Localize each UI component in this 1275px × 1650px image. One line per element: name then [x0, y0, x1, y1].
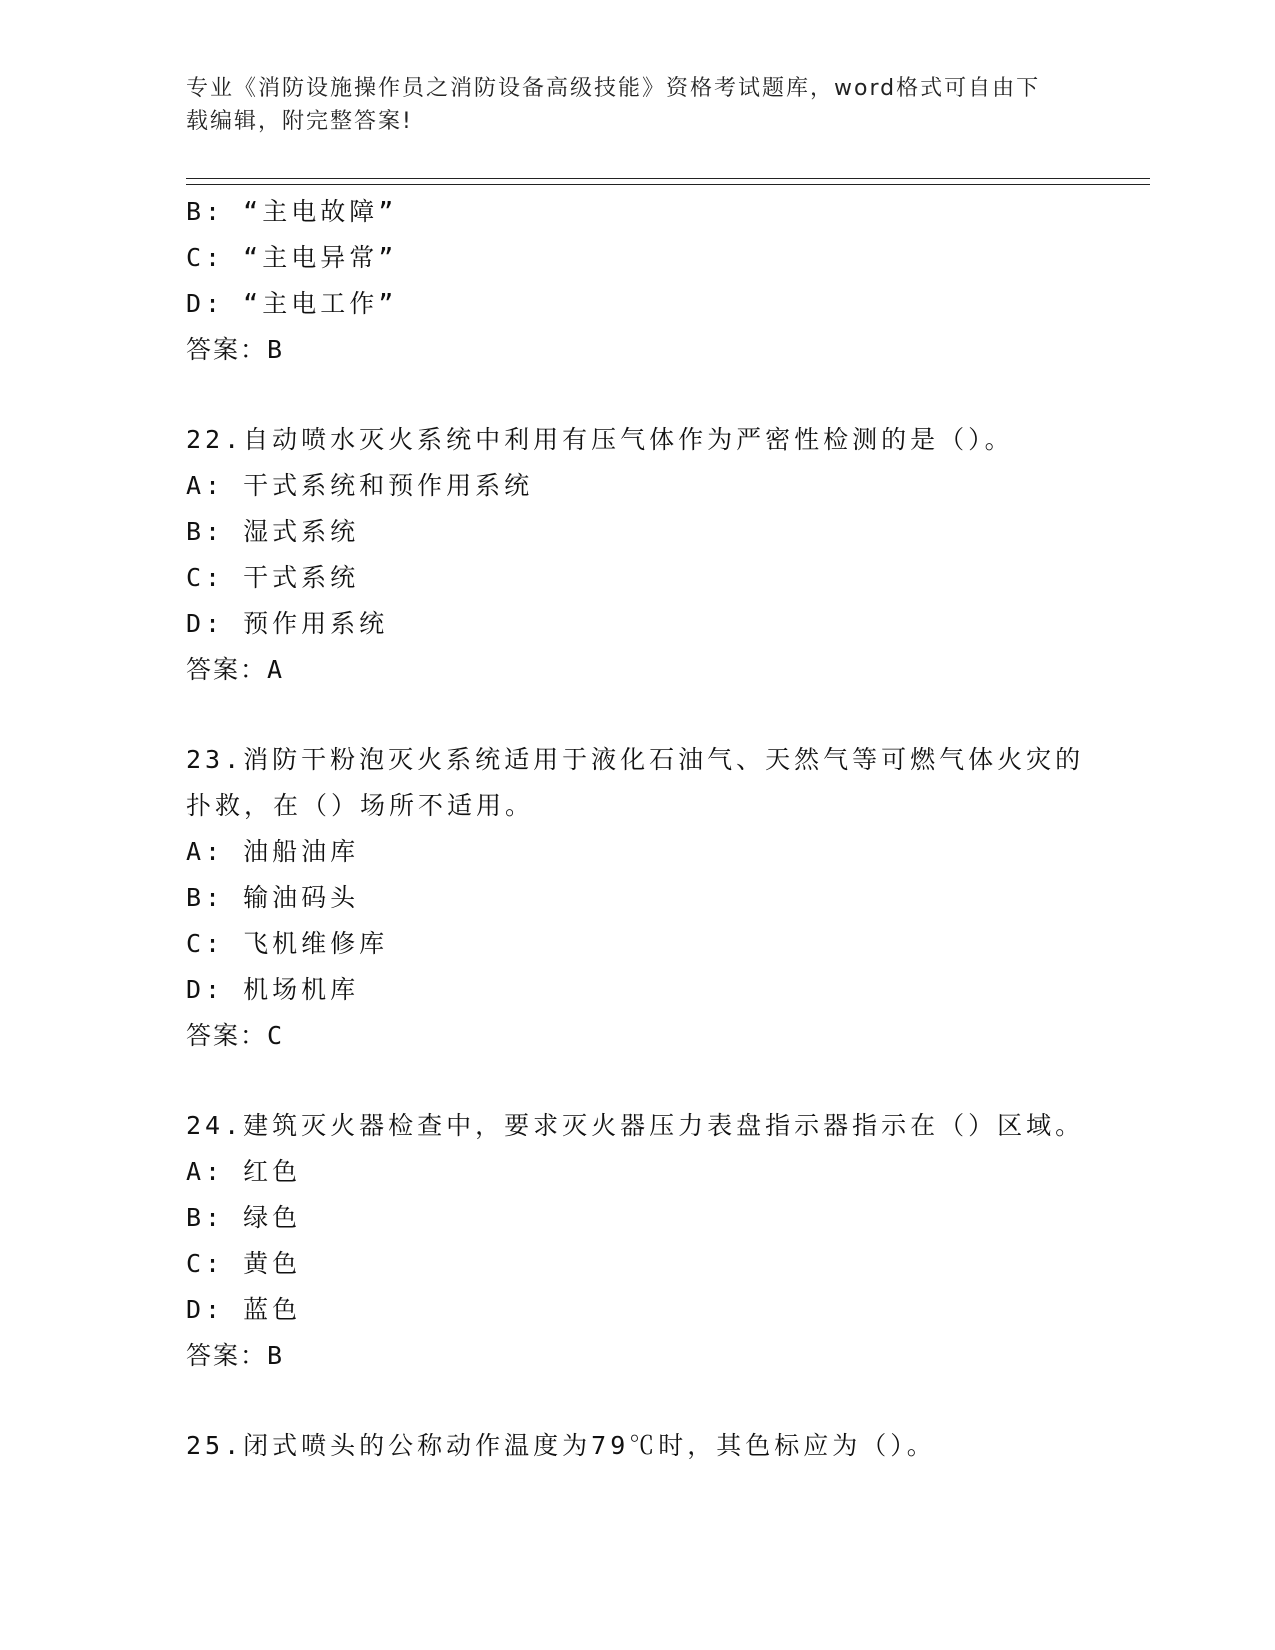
- answer-label: 答案：: [186, 1021, 268, 1050]
- option-c: C: 飞机维修库: [186, 929, 389, 958]
- option-c: C: 干式系统: [186, 563, 360, 592]
- question-21-continued: [186, 189, 1086, 373]
- question-25: [186, 1423, 1086, 1469]
- question-text-line-2: 扑救，在（）场所不适用。: [186, 791, 535, 820]
- question-22: [186, 417, 1086, 693]
- answer-label: 答案：: [186, 655, 268, 684]
- question-text-line-1: 23.消防干粉泡灭火系统适用于液化石油气、天然气等可燃气体火灾的: [186, 745, 1085, 774]
- answer-label: 答案：: [186, 1341, 268, 1370]
- header-divider: [186, 178, 1150, 185]
- answer-value: B: [267, 335, 285, 364]
- answer: [186, 1333, 1086, 1379]
- option-d: D: 蓝色: [186, 1295, 302, 1324]
- question-text: 24.建筑灭火器检查中，要求灭火器压力表盘指示器指示在（）区域。: [186, 1111, 1085, 1140]
- option-a: A: 油船油库: [186, 837, 360, 866]
- question-content: [186, 189, 1086, 1469]
- question-23: [186, 737, 1086, 1059]
- option-c: C: 黄色: [186, 1249, 302, 1278]
- answer-value: B: [267, 1341, 285, 1370]
- answer-value: A: [267, 655, 285, 684]
- question-text: 25.闭式喷头的公称动作温度为79℃时，其色标应为（）。: [186, 1431, 936, 1460]
- option-d: D: 机场机库: [186, 975, 360, 1004]
- option-b: B: “主电故障”: [186, 197, 398, 226]
- answer: [186, 647, 1086, 693]
- option-b: B: 湿式系统: [186, 517, 360, 546]
- option-b: B: 绿色: [186, 1203, 302, 1232]
- option-a: A: 红色: [186, 1157, 302, 1186]
- option-b: B: 输油码头: [186, 883, 360, 912]
- option-a: A: 干式系统和预作用系统: [186, 471, 534, 500]
- answer-value: C: [267, 1021, 285, 1050]
- header-line-1: 专业《消防设施操作员之消防设备高级技能》资格考试题库，word格式可自由下: [186, 76, 1041, 101]
- option-c: C: “主电异常”: [186, 243, 398, 272]
- answer: [186, 1013, 1086, 1059]
- question-text: 22.自动喷水灭火系统中利用有压气体作为严密性检测的是（）。: [186, 425, 1014, 454]
- page-header: [186, 72, 1066, 138]
- option-d: D: “主电工作”: [186, 289, 398, 318]
- answer: [186, 327, 1086, 373]
- question-24: [186, 1103, 1086, 1379]
- option-d: D: 预作用系统: [186, 609, 389, 638]
- header-line-2: 载编辑，附完整答案!: [186, 109, 413, 134]
- answer-label: 答案：: [186, 335, 268, 364]
